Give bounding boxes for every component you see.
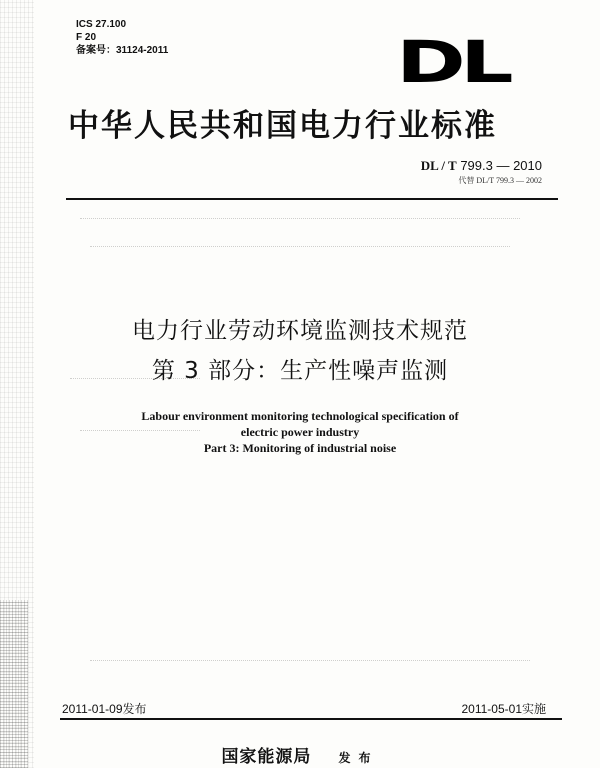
title-english-line-1: Labour environment monitoring technological specification of [141, 409, 459, 423]
ics-code: ICS 27.100 [76, 19, 127, 30]
standard-number [421, 158, 542, 174]
title-chinese-line-2: 第 3 部分：生产性噪声监测 [151, 358, 449, 384]
header-rule [66, 198, 558, 200]
issuer-title: 中华人民共和国电力行业标准 [68, 108, 497, 144]
publisher-line [0, 742, 600, 767]
title-english-line-3: Part 3: Monitoring of industrial noise [203, 441, 397, 455]
issue-date: 2011-01-09发布 [62, 702, 147, 716]
title-chinese-line-1: 电力行业劳动环境监测技术规范 [132, 318, 468, 344]
replaces-standard: 代替 DL/T 799.3 — 2002 [458, 176, 542, 185]
title-english-line-2: electric power industry [240, 425, 360, 439]
record-number: 备案号：31124-2011 [76, 45, 169, 56]
category-code: F 20 [76, 32, 97, 43]
title-english [0, 408, 600, 456]
scan-noise-line [80, 218, 520, 220]
standard-code: 799.3 — 2010 [460, 158, 542, 173]
scan-noise-line [90, 246, 510, 248]
implementation-date: 2011-05-01实施 [461, 702, 546, 716]
standard-prefix: DL / T [420, 158, 457, 173]
publisher-org: 国家能源局 [221, 747, 312, 767]
classification-block [76, 18, 168, 57]
publisher-verb: 发布 [338, 751, 379, 765]
footer-rule [60, 718, 562, 720]
scan-noise-line [90, 660, 530, 662]
dl-logo: DL [396, 28, 508, 96]
